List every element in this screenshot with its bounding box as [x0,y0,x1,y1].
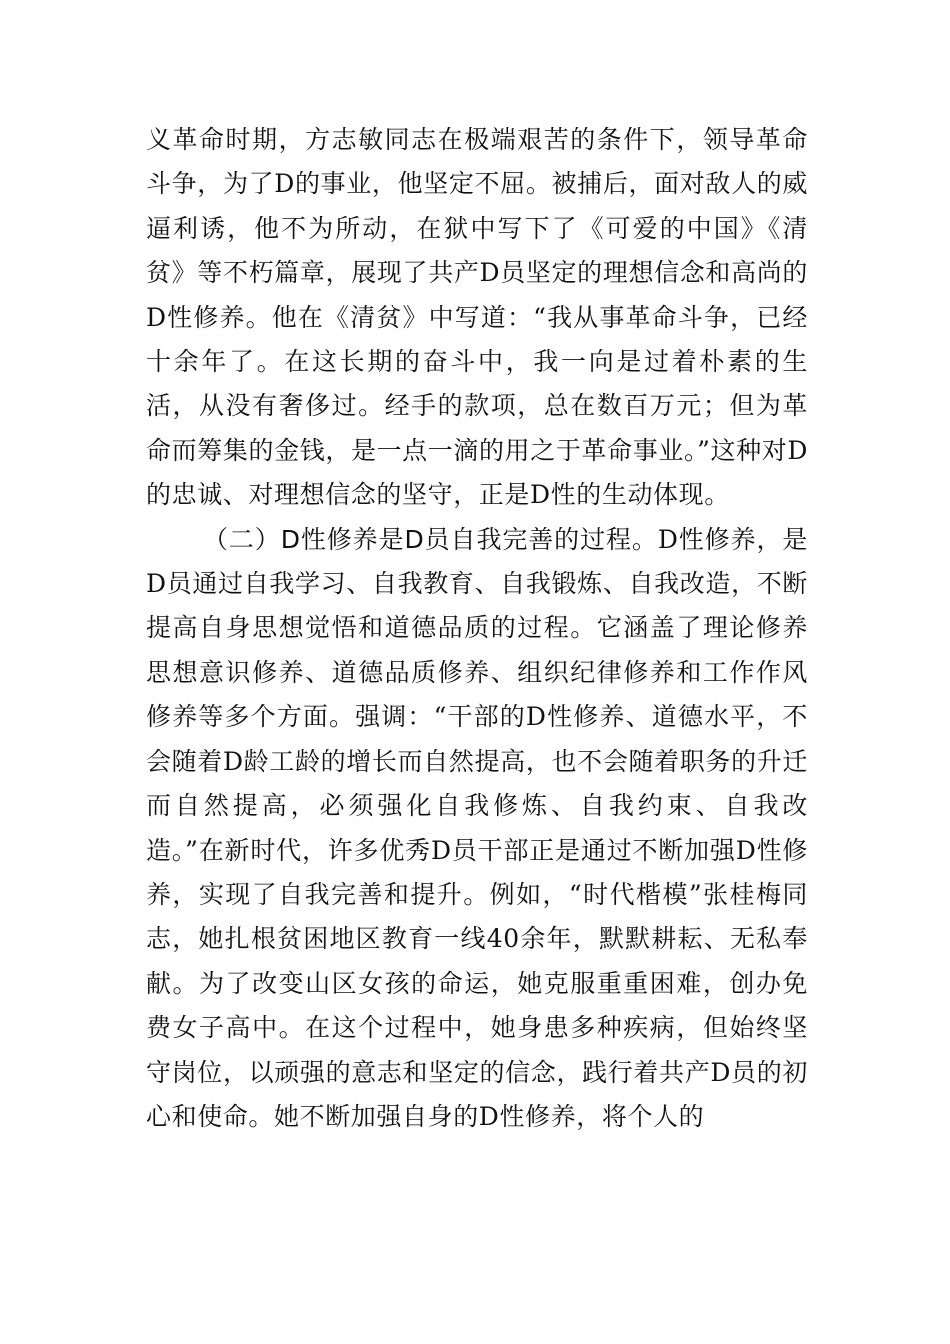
section-heading: （二）D性修养是D员自我完善的过程。 [203,524,658,554]
paragraph-2 [146,518,808,1140]
paragraph-2-body: D性修养，是D员通过自我学习、自我教育、自我锻炼、自我改造，不断提高自身思想觉悟和道德品质的过程。它涵盖了理论修养思想意识修养、道德品质修养、组织纪律修养和工作作风修养等多个方面。强调：“干部的D性修养、道德水平，不会随着D龄工龄的增长而自然提高，也不会随着职务的升迁而自然提高，必须强化自我修炼、自我约束、自我改造。”在新时代，许多优秀D员干部正是通过不断加强D性修养，实现了自我完善和提升。例如，“时代楷模”张桂梅同志，她扎根贫困地区教育一线40余年，默默耕耘、无私奉献。为了改变山区女孩的命运，她克服重重困难，创办免费女子高中。在这个过程中，她身患多种疾病，但始终坚守岗位，以顽强的意志和坚定的信念，践行着共产D员的初心和使命。她不断加强自身的D性修养，将个人的 [146,524,808,1131]
paragraph-1: 义革命时期，方志敏同志在极端艰苦的条件下，领导革命斗争，为了D的事业，他坚定不屈。被捕后，面对敌人的威逼利诱，他不为所动，在狱中写下了《可爱的中国》《清贫》等不朽篇章，展现了共产D员坚定的理想信念和高尚的D性修养。他在《清贫》中写道：“我从事革命斗争，已经十余年了。在这长期的奋斗中，我一向是过着朴素的生活，从没有奢侈过。经手的款项，总在数百万元；但为革命而筹集的金钱，是一点一滴的用之于革命事业。”这种对D的忠诚、对理想信念的坚守，正是D性的生动体现。 [146,125,808,510]
body-text [146,118,808,1139]
